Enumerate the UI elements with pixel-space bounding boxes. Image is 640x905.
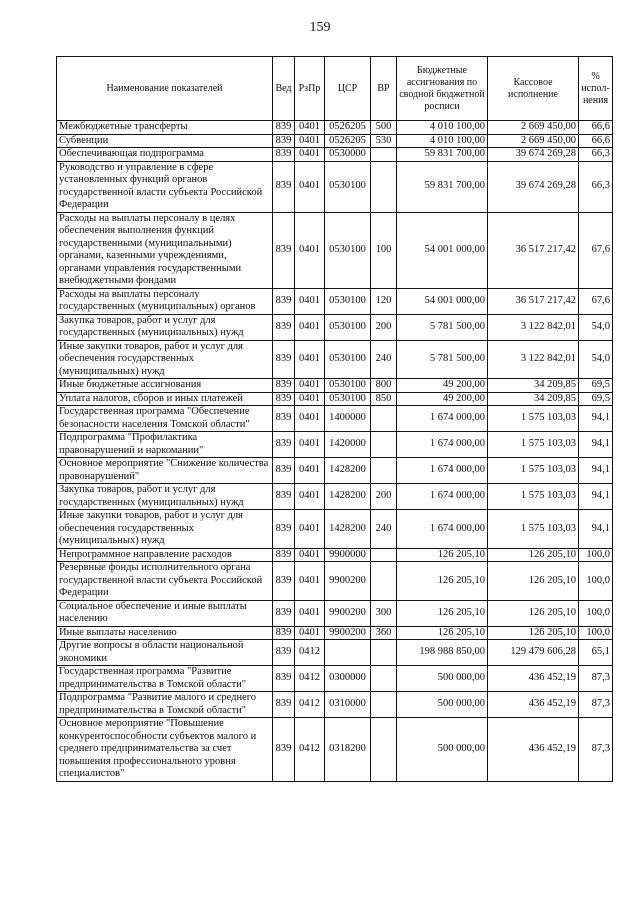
row-percent: 100,0	[579, 562, 613, 601]
row-ved: 839	[273, 121, 295, 135]
row-name: Государственная программа "Развитие предпринимательства в Томской области"	[57, 666, 273, 692]
row-rzpr: 0412	[295, 640, 325, 666]
row-cash-execution: 1 575 103,03	[488, 484, 579, 510]
row-rzpr: 0401	[295, 432, 325, 458]
row-cash-execution: 1 575 103,03	[488, 406, 579, 432]
row-assignments: 54 001 000,00	[397, 212, 488, 288]
row-rzpr: 0401	[295, 314, 325, 340]
table-row	[57, 148, 613, 162]
row-ved: 839	[273, 406, 295, 432]
row-vr: 200	[371, 314, 397, 340]
row-cash-execution: 39 674 269,28	[488, 148, 579, 162]
table-row	[57, 692, 613, 718]
table-row	[57, 161, 613, 212]
row-cash-execution: 36 517 217,42	[488, 212, 579, 288]
row-csr: 0530100	[325, 161, 371, 212]
row-assignments: 5 781 500,00	[397, 314, 488, 340]
row-rzpr: 0401	[295, 562, 325, 601]
row-assignments: 126 205,10	[397, 548, 488, 562]
row-vr	[371, 692, 397, 718]
row-assignments: 49 200,00	[397, 379, 488, 393]
row-rzpr: 0401	[295, 626, 325, 640]
row-cash-execution: 436 452,19	[488, 718, 579, 782]
table-row	[57, 548, 613, 562]
row-name: Обеспечивающая подпрограмма	[57, 148, 273, 162]
row-assignments: 54 001 000,00	[397, 288, 488, 314]
row-csr: 0530000	[325, 148, 371, 162]
row-name: Основное мероприятие "Повышение конкурентоспособности субъектов малого и среднего предпринимательства за счет повышения профессионального уровня специалистов"	[57, 718, 273, 782]
row-vr	[371, 562, 397, 601]
row-rzpr: 0412	[295, 718, 325, 782]
row-csr: 1428200	[325, 484, 371, 510]
row-assignments: 1 674 000,00	[397, 432, 488, 458]
row-percent: 94,1	[579, 484, 613, 510]
row-assignments: 198 988 850,00	[397, 640, 488, 666]
row-percent: 94,1	[579, 458, 613, 484]
row-name: Субвенции	[57, 134, 273, 148]
header-name: Наименование показателей	[57, 57, 273, 121]
row-ved: 839	[273, 134, 295, 148]
row-csr: 0300000	[325, 666, 371, 692]
row-ved: 839	[273, 432, 295, 458]
row-cash-execution: 129 479 606,28	[488, 640, 579, 666]
row-assignments: 500 000,00	[397, 718, 488, 782]
header-rzpr: РзПр	[295, 57, 325, 121]
row-ved: 839	[273, 148, 295, 162]
row-csr: 9900200	[325, 562, 371, 601]
row-name: Подпрограмма "Развитие малого и среднего предпринимательства в Томской области"	[57, 692, 273, 718]
row-assignments: 59 831 700,00	[397, 161, 488, 212]
row-csr: 0530100	[325, 288, 371, 314]
row-rzpr: 0401	[295, 340, 325, 379]
row-cash-execution: 1 575 103,03	[488, 458, 579, 484]
row-csr: 1428200	[325, 458, 371, 484]
row-percent: 66,3	[579, 148, 613, 162]
row-rzpr: 0401	[295, 600, 325, 626]
row-csr: 9900200	[325, 600, 371, 626]
table-row	[57, 340, 613, 379]
row-cash-execution: 3 122 842,01	[488, 340, 579, 379]
row-vr: 100	[371, 212, 397, 288]
table-row	[57, 626, 613, 640]
row-percent: 87,3	[579, 718, 613, 782]
row-assignments: 500 000,00	[397, 666, 488, 692]
table-row	[57, 562, 613, 601]
row-vr: 200	[371, 484, 397, 510]
row-vr: 800	[371, 379, 397, 393]
row-vr	[371, 548, 397, 562]
row-assignments: 4 010 100,00	[397, 121, 488, 135]
row-cash-execution: 436 452,19	[488, 666, 579, 692]
table-row	[57, 666, 613, 692]
row-vr	[371, 666, 397, 692]
row-name: Иные закупки товаров, работ и услуг для обеспечения государственных (муниципальных) нужд	[57, 340, 273, 379]
row-name: Уплата налогов, сборов и иных платежей	[57, 392, 273, 406]
table-row	[57, 134, 613, 148]
row-vr	[371, 458, 397, 484]
row-csr: 0530100	[325, 379, 371, 393]
header-assignments: Бюджетные ассигнования по сводной бюджетной росписи	[397, 57, 488, 121]
table-row	[57, 288, 613, 314]
row-rzpr: 0412	[295, 666, 325, 692]
row-vr: 500	[371, 121, 397, 135]
row-vr: 300	[371, 600, 397, 626]
row-rzpr: 0401	[295, 484, 325, 510]
row-rzpr: 0401	[295, 148, 325, 162]
row-percent: 54,0	[579, 340, 613, 379]
row-ved: 839	[273, 666, 295, 692]
row-vr	[371, 148, 397, 162]
row-assignments: 59 831 700,00	[397, 148, 488, 162]
budget-table	[56, 56, 613, 782]
row-ved: 839	[273, 340, 295, 379]
row-rzpr: 0401	[295, 379, 325, 393]
table-row	[57, 458, 613, 484]
row-csr: 0530100	[325, 314, 371, 340]
row-vr: 240	[371, 510, 397, 549]
header-percent: % испол-нения	[579, 57, 613, 121]
table-row	[57, 121, 613, 135]
header-csr: ЦСР	[325, 57, 371, 121]
row-rzpr: 0401	[295, 288, 325, 314]
row-assignments: 1 674 000,00	[397, 510, 488, 549]
row-percent: 100,0	[579, 548, 613, 562]
row-vr: 360	[371, 626, 397, 640]
table-row	[57, 718, 613, 782]
row-name: Подпрограмма "Профилактика правонарушений и наркомании"	[57, 432, 273, 458]
row-cash-execution: 2 669 450,00	[488, 134, 579, 148]
row-vr: 240	[371, 340, 397, 379]
row-vr: 850	[371, 392, 397, 406]
table-row	[57, 392, 613, 406]
row-assignments: 5 781 500,00	[397, 340, 488, 379]
row-ved: 839	[273, 458, 295, 484]
row-ved: 839	[273, 600, 295, 626]
row-rzpr: 0401	[295, 392, 325, 406]
row-ved: 839	[273, 379, 295, 393]
row-rzpr: 0401	[295, 212, 325, 288]
row-ved: 839	[273, 548, 295, 562]
row-name: Другие вопросы в области национальной экономики	[57, 640, 273, 666]
row-csr: 0530100	[325, 392, 371, 406]
row-assignments: 500 000,00	[397, 692, 488, 718]
row-csr: 0526205	[325, 134, 371, 148]
row-rzpr: 0401	[295, 548, 325, 562]
row-name: Расходы на выплаты персоналу государственных (муниципальных) органов	[57, 288, 273, 314]
row-name: Расходы на выплаты персоналу в целях обеспечения выполнения функций государственными (муниципальными) органами, казенными учреждениями, органами управления государственными внебюджетными фондами	[57, 212, 273, 288]
table-header-row	[57, 57, 613, 121]
row-assignments: 126 205,10	[397, 626, 488, 640]
row-rzpr: 0401	[295, 458, 325, 484]
row-name: Иные закупки товаров, работ и услуг для обеспечения государственных (муниципальных) нужд	[57, 510, 273, 549]
row-percent: 66,6	[579, 121, 613, 135]
row-cash-execution: 2 669 450,00	[488, 121, 579, 135]
row-csr: 0526205	[325, 121, 371, 135]
row-name: Основное мероприятие "Снижение количества правонарушений"	[57, 458, 273, 484]
row-ved: 839	[273, 161, 295, 212]
row-percent: 66,6	[579, 134, 613, 148]
header-vr: ВР	[371, 57, 397, 121]
row-percent: 67,6	[579, 288, 613, 314]
row-name: Закупка товаров, работ и услуг для государственных (муниципальных) нужд	[57, 314, 273, 340]
row-vr: 530	[371, 134, 397, 148]
row-percent: 94,1	[579, 432, 613, 458]
row-name: Иные выплаты населению	[57, 626, 273, 640]
table-row	[57, 600, 613, 626]
row-rzpr: 0401	[295, 134, 325, 148]
row-ved: 839	[273, 288, 295, 314]
row-percent: 69,5	[579, 379, 613, 393]
row-assignments: 126 205,10	[397, 600, 488, 626]
row-vr	[371, 640, 397, 666]
table-row	[57, 484, 613, 510]
row-percent: 94,1	[579, 510, 613, 549]
row-ved: 839	[273, 692, 295, 718]
row-percent: 100,0	[579, 626, 613, 640]
row-name: Государственная программа "Обеспечение безопасности населения Томской области"	[57, 406, 273, 432]
row-vr	[371, 161, 397, 212]
table-body	[57, 121, 613, 782]
row-cash-execution: 126 205,10	[488, 626, 579, 640]
row-cash-execution: 39 674 269,28	[488, 161, 579, 212]
row-cash-execution: 126 205,10	[488, 548, 579, 562]
row-ved: 839	[273, 484, 295, 510]
row-ved: 839	[273, 510, 295, 549]
header-cash-execution: Кассовое исполнение	[488, 57, 579, 121]
table-row	[57, 432, 613, 458]
row-assignments: 49 200,00	[397, 392, 488, 406]
row-rzpr: 0401	[295, 161, 325, 212]
row-cash-execution: 436 452,19	[488, 692, 579, 718]
row-name: Закупка товаров, работ и услуг для государственных (муниципальных) нужд	[57, 484, 273, 510]
row-name: Иные бюджетные ассигнования	[57, 379, 273, 393]
row-csr: 1428200	[325, 510, 371, 549]
page-number: 159	[309, 20, 331, 35]
row-assignments: 1 674 000,00	[397, 406, 488, 432]
row-csr: 0530100	[325, 212, 371, 288]
row-percent: 87,3	[579, 666, 613, 692]
row-vr: 120	[371, 288, 397, 314]
row-ved: 839	[273, 212, 295, 288]
row-percent: 65,1	[579, 640, 613, 666]
row-percent: 69,5	[579, 392, 613, 406]
row-name: Резервные фонды исполнительного органа государственной власти субъекта Российской Федерации	[57, 562, 273, 601]
row-ved: 839	[273, 718, 295, 782]
row-rzpr: 0412	[295, 692, 325, 718]
row-csr: 9900000	[325, 548, 371, 562]
header-ved: Вед	[273, 57, 295, 121]
row-rzpr: 0401	[295, 510, 325, 549]
row-ved: 839	[273, 392, 295, 406]
row-cash-execution: 34 209,85	[488, 392, 579, 406]
row-vr	[371, 432, 397, 458]
table-row	[57, 510, 613, 549]
row-csr: 0530100	[325, 340, 371, 379]
row-ved: 839	[273, 562, 295, 601]
row-cash-execution: 1 575 103,03	[488, 432, 579, 458]
row-csr: 1420000	[325, 432, 371, 458]
table-row	[57, 640, 613, 666]
row-cash-execution: 1 575 103,03	[488, 510, 579, 549]
row-ved: 839	[273, 314, 295, 340]
row-percent: 94,1	[579, 406, 613, 432]
row-cash-execution: 3 122 842,01	[488, 314, 579, 340]
row-assignments: 1 674 000,00	[397, 484, 488, 510]
row-assignments: 1 674 000,00	[397, 458, 488, 484]
row-csr: 0318200	[325, 718, 371, 782]
row-percent: 67,6	[579, 212, 613, 288]
row-assignments: 4 010 100,00	[397, 134, 488, 148]
row-csr: 1400000	[325, 406, 371, 432]
row-rzpr: 0401	[295, 121, 325, 135]
row-name: Межбюджетные трансферты	[57, 121, 273, 135]
row-rzpr: 0401	[295, 406, 325, 432]
table-row	[57, 406, 613, 432]
table-row	[57, 212, 613, 288]
row-cash-execution: 126 205,10	[488, 600, 579, 626]
row-ved: 839	[273, 626, 295, 640]
row-cash-execution: 126 205,10	[488, 562, 579, 601]
row-assignments: 126 205,10	[397, 562, 488, 601]
row-percent: 66,3	[579, 161, 613, 212]
row-csr: 9900200	[325, 626, 371, 640]
row-name: Непрограммное направление расходов	[57, 548, 273, 562]
row-ved: 839	[273, 640, 295, 666]
row-csr	[325, 640, 371, 666]
row-cash-execution: 36 517 217,42	[488, 288, 579, 314]
row-percent: 54,0	[579, 314, 613, 340]
row-cash-execution: 34 209,85	[488, 379, 579, 393]
row-vr	[371, 406, 397, 432]
row-percent: 100,0	[579, 600, 613, 626]
table-row	[57, 314, 613, 340]
row-vr	[371, 718, 397, 782]
row-name: Социальное обеспечение и иные выплаты населению	[57, 600, 273, 626]
row-csr: 0310000	[325, 692, 371, 718]
row-name: Руководство и управление в сфере установленных функций органов государственной власти субъекта Российской Федерации	[57, 161, 273, 212]
table-row	[57, 379, 613, 393]
row-percent: 87,3	[579, 692, 613, 718]
